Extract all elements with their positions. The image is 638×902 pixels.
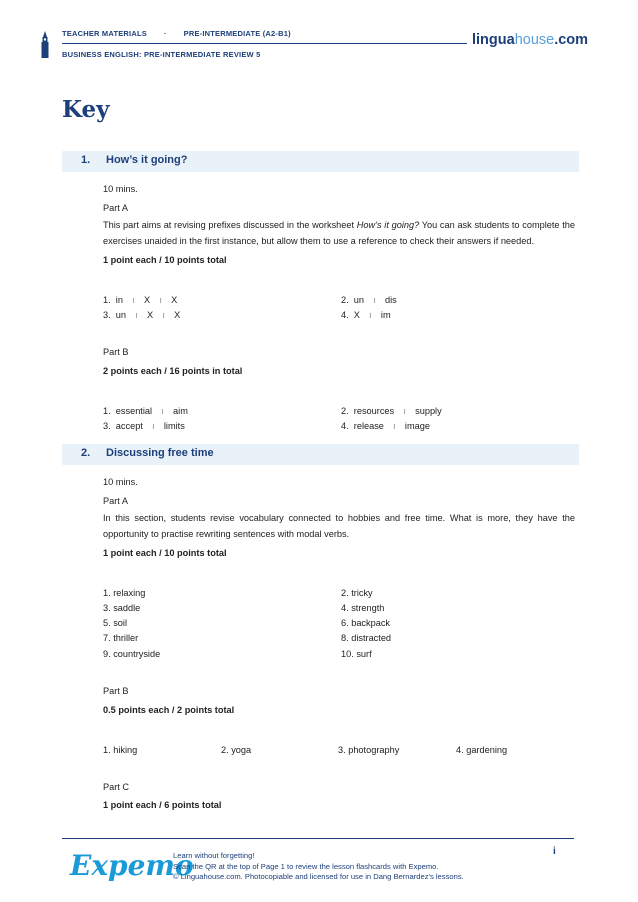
footer-text [173,851,464,883]
s2-answer-2: 2. tricky [341,588,373,598]
s1-points-b: 2 points each / 16 points in total [103,366,243,376]
header-level: PRE-INTERMEDIATE (A2-B1) [183,29,291,38]
big-ben-icon [41,31,49,58]
s2-answer-1: 1. relaxing [103,588,146,598]
s2-answer-7: 7. thriller [103,633,139,643]
header-category: TEACHER MATERIALS [62,29,147,38]
header-course: BUSINESS ENGLISH: PRE-INTERMEDIATE REVIEW 5 [62,50,261,59]
s2-points-b: 0.5 points each / 2 points total [103,705,235,715]
s2-part-c-label: Part C [103,782,130,792]
s1-answer-1: 1. in ≀ X ≀ X [103,295,178,305]
s2-answer-9: 9. countryside [103,649,161,659]
s2-b-answer-2: 2. yoga [221,745,252,755]
s2-answer-6: 6. backpack [341,618,391,628]
s1-answer-3: 3. un ≀ X ≀ X [103,310,181,320]
s1-desc-post: You can ask students to complete the exercises unaided in the first instance, but allow them to use a reference to check their answers if needed. [103,220,575,246]
s1-answer-2: 2. un ≀ dis [341,295,397,305]
logo-house: house [514,32,555,48]
s2-description: In this section, students revise vocabulary connected to hobbies and free time. What is more, they have the opportunity to practise rewriting sentences with modal verbs. [103,513,575,539]
footer-line-2: Scan the QR at the top of Page 1 to review the lesson flashcards with Expemo. [173,861,439,871]
footer-divider [62,838,574,839]
header-dot: · [163,29,167,38]
s1-part-a-label: Part A [103,203,129,213]
s1-description [103,218,575,249]
section-1-header [62,151,579,172]
s1-part-b-label: Part B [103,347,129,357]
header-breadcrumb [62,29,291,38]
s1-b-answer-2: 2. resources ≀ supply [341,406,442,416]
s2-answer-5: 5. soil [103,618,128,628]
section-1-title: How’s it going? [106,154,188,166]
s1-answer-4: 4. X ≀ im [341,310,391,320]
s2-answer-8: 8. distracted [341,633,392,643]
s2-answer-3: 3. saddle [103,603,141,613]
logo-tld: .com [554,32,589,48]
s1-desc-pre: This part aims at revising prefixes discussed in the worksheet [103,220,357,230]
page-title: Key [62,96,110,123]
section-2-title: Discussing free time [106,447,214,459]
expemo-logo[interactable]: Expemo [70,849,194,882]
s1-points-a: 1 point each / 10 points total [103,255,227,265]
s2-b-answer-1: 1. hiking [103,745,138,755]
logo-main: lingua [472,32,515,48]
s1-b-answer-4: 4. release ≀ image [341,421,430,431]
header-divider [62,43,467,44]
s2-part-a-label: Part A [103,496,129,506]
s2-answer-10: 10. surf [341,649,372,659]
footer-line-3: © Linguahouse.com. Photocopiable and licensed for use in Dang Bernardez's lessons. [173,872,464,881]
s2-time: 10 mins. [103,477,138,487]
s1-time: 10 mins. [103,184,138,194]
s2-points-a: 1 point each / 10 points total [103,548,227,558]
section-2-header [62,444,579,465]
s1-desc-italic: How’s it going? [356,220,420,230]
s1-b-answer-3: 3. accept ≀ limits [103,421,185,431]
page-number: i [553,846,556,857]
linguahouse-logo[interactable] [472,32,588,48]
s2-b-answer-3: 3. photography [338,745,400,755]
section-1-number: 1. [81,154,91,166]
section-2-number: 2. [81,447,91,459]
s2-part-b-label: Part B [103,686,129,696]
s2-points-c: 1 point each / 6 points total [103,800,222,810]
s2-b-answer-4: 4. gardening [456,745,508,755]
s1-b-answer-1: 1. essential ≀ aim [103,406,188,416]
s2-answer-4: 4. strength [341,603,385,613]
footer-line-1: Learn without forgetting! [173,851,255,860]
